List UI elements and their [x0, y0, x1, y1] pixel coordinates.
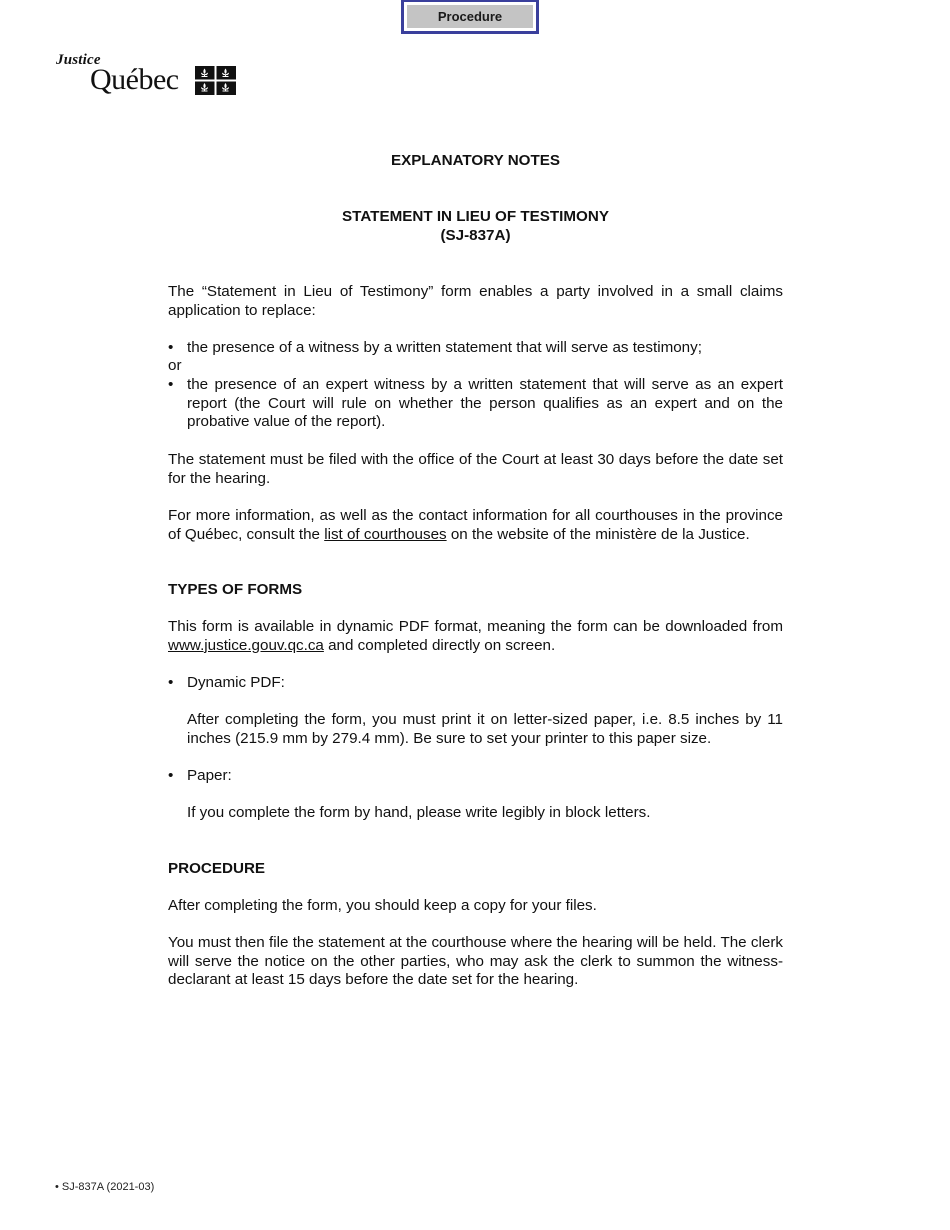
- filing-paragraph: The statement must be filed with the office of the Court at least 30 days before the date set for the hearing.: [168, 451, 783, 487]
- form-code: (SJ-837A): [440, 227, 511, 244]
- or-separator: or: [168, 357, 182, 374]
- bullet-icon: •: [168, 339, 174, 356]
- procedure-paragraph-1: After completing the form, you should keep a copy for your files.: [168, 897, 597, 914]
- document-title: EXPLANATORY NOTES: [390, 152, 561, 169]
- types-paragraph: [168, 618, 783, 655]
- types-text-end: and completed directly on screen.: [323, 636, 556, 654]
- more-info-paragraph: [168, 507, 783, 544]
- list-item-text: the presence of an expert witness by a written statement that will serve as an expert report (the Court will rule on whether the person qualifies as an expert and on the probative value of the report).: [187, 376, 783, 431]
- procedure-button[interactable]: [401, 0, 539, 34]
- dynamic-pdf-text: After completing the form, you must print it on letter-sized paper, i.e. 8.5 inches by 11 inches (215.9 mm by 279.4 mm). Be sure to set your printer to this paper size.: [187, 711, 783, 747]
- types-of-forms-heading: TYPES OF FORMS: [168, 581, 303, 598]
- justice-website-link[interactable]: www.justice.gouv.qc.ca: [168, 636, 324, 654]
- courthouses-link[interactable]: list of courthouses: [324, 525, 447, 543]
- dynamic-pdf-label: Dynamic PDF:: [187, 674, 285, 691]
- bullet-icon: •: [168, 376, 174, 393]
- paper-text: If you complete the form by hand, please write legibly in block letters.: [187, 804, 651, 821]
- logo-quebec-text: Québec: [90, 63, 179, 96]
- paper-label: Paper:: [187, 767, 232, 784]
- quebec-flag-icon: [195, 66, 236, 95]
- form-reference-footer: • SJ-837A (2021-03): [55, 1181, 155, 1193]
- bullet-icon: •: [168, 674, 174, 691]
- justice-quebec-logo: [55, 52, 245, 102]
- form-title: STATEMENT IN LIEU OF TESTIMONY: [342, 208, 609, 225]
- more-info-text: For more information, as well as the contact information for all courthouses in the province of Québec, consult the: [168, 507, 783, 543]
- procedure-paragraph-2: You must then file the statement at the courthouse where the hearing will be held. The clerk will serve the notice on the other parties, who may ask the clerk to summon the witness-declarant at least 15 days before the date set for the hearing.: [168, 934, 783, 989]
- bullet-icon: •: [168, 767, 174, 784]
- procedure-heading: PROCEDURE: [168, 860, 266, 877]
- types-text: This form is available in dynamic PDF format, meaning the form can be downloaded from: [168, 618, 783, 635]
- logo-justice-text: Justice: [56, 52, 101, 68]
- list-item-text: the presence of a witness by a written statement that will serve as testimony;: [187, 339, 702, 356]
- procedure-button-label: Procedure: [407, 5, 533, 28]
- intro-paragraph: The “Statement in Lieu of Testimony” form enables a party involved in a small claims application to replace:: [168, 283, 783, 319]
- more-info-text-end: on the website of the ministère de la Justice.: [446, 525, 750, 543]
